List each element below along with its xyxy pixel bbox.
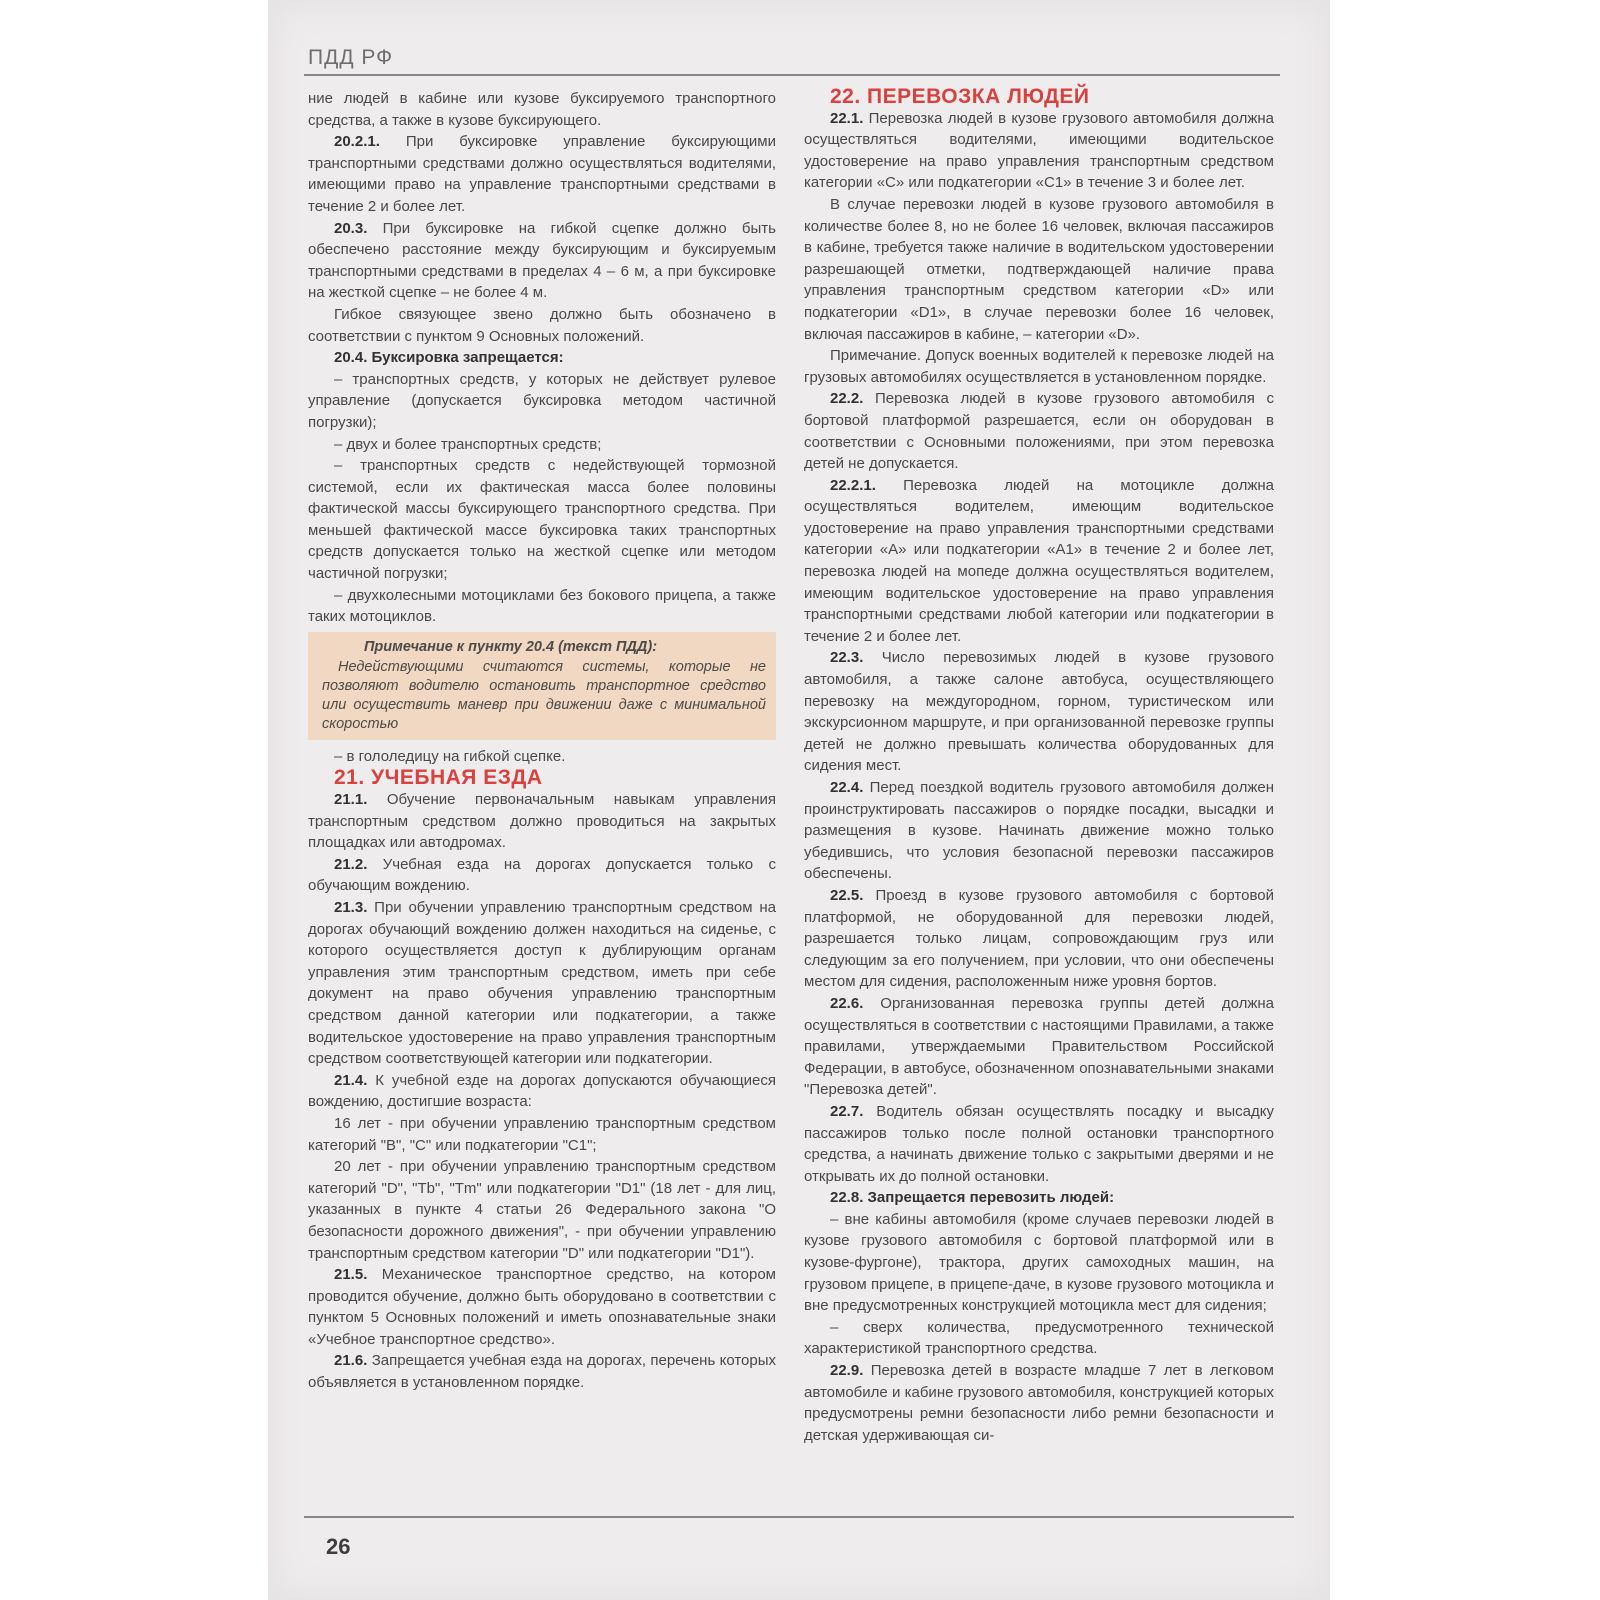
- clause-number: 22.6.: [830, 994, 864, 1012]
- clause-number: 21.1.: [334, 791, 368, 809]
- clause-number: 22.3.: [830, 649, 864, 667]
- paragraph-21-1: [308, 789, 776, 854]
- page-number: 26: [326, 1534, 351, 1559]
- list-item: – в гололедицу на гибкой сцепке.: [334, 747, 566, 765]
- list-item: – двух и более транспортных средств;: [334, 435, 602, 453]
- paragraph-22-2-1: [804, 475, 1274, 648]
- clause-text: Организованная перевозка группы детей должна осуществляться в соответствии с настоящими Правилами, а также правилами, утверждаемыми Правительством Российской Федерации, в автобусе, обозначенном опознавательными знаками "Перевозка детей".: [804, 994, 1274, 1099]
- paragraph-22-4: [804, 777, 1274, 885]
- paragraph-22-1-note: Примечание. Допуск военных водителей к перевозке людей на грузовых автомобилях осуществляется в установленном порядке.: [804, 347, 1274, 386]
- paragraph-22-8: [804, 1187, 1274, 1209]
- clause-number: 20.3.: [334, 219, 368, 237]
- list-item: – двухколесными мотоциклами без бокового прицепа, а также таких мотоциклов.: [308, 586, 776, 626]
- header-divider: [304, 74, 1280, 76]
- paragraph-22-2: [804, 388, 1274, 474]
- section-heading-21: 21. УЧЕБНАЯ ЕЗДА: [334, 766, 543, 790]
- list-item: – сверх количества, предусмотренного технической характеристикой транспортного средства.: [804, 1318, 1274, 1358]
- clause-text: При обучении управлению транспортным средством на дорогах обучающий вождению должен находиться на сиденье, с которого осуществляется доступ к дублирующим органам управления этим транспортным средством, иметь при себе документ на право обучения управлению транспортным средством данной категории или подкатегории, а также водительское удостоверение на право управления транспортным средством соответствующей категории или подкатегории.: [308, 899, 776, 1068]
- paragraph-21-3: [308, 897, 776, 1070]
- list-item: – вне кабины автомобиля (кроме случаев перевозки людей в кузове грузового автомобиля с бортовой платформой или в кузове-фургоне), трактора, других самоходных машин, на грузовом прицепе, в прицепе-даче, в кузове грузового мотоцикла и вне предусмотренных конструкцией мотоцикла мест для сидения;: [804, 1210, 1274, 1315]
- list-item: 16 лет - при обучении управлению транспортным средством категорий "B", "C" или подкатегории "C1";: [308, 1114, 776, 1154]
- paragraph-21-5: [308, 1264, 776, 1350]
- clause-number: 22.1.: [830, 109, 864, 127]
- paragraph-22-1-continued: В случае перевозки людей в кузове грузового автомобиля в количестве более 8, но не более 16 человек, включая пассажиров в кабине, требуется также наличие в водительском удостоверении разрешающей отметки, подтверждающей наличие права управления транспортным средством категории «D» или подкатегории «D1», в случае перевозки более 16 человек, включая пассажиров в кабине, – категории «D».: [804, 195, 1274, 343]
- clause-text: Перевозка детей в возрасте младше 7 лет в легковом автомобиле и кабине грузового автомобиля, конструкцией которых предусмотрены ремни безопасности либо ремни безопасности и детская удерживающая си-: [804, 1362, 1274, 1444]
- clause-number: 22.4.: [830, 779, 864, 796]
- clause-text: Проезд в кузове грузового автомобиля с бортовой платформой, не оборудованной для перевозки людей, разрешается только лицам, сопровождающим груз или следующим за его получением, при условии, что они обеспечены местом для сидения, расположенным ниже уровня бортов.: [804, 886, 1274, 991]
- footer-divider: [304, 1516, 1294, 1518]
- clause-number: 20.2.1.: [334, 133, 380, 151]
- paragraph-21-6: [308, 1350, 776, 1393]
- paragraph-22-1: [804, 108, 1274, 194]
- clause-number: 22.8. Запрещается перевозить людей:: [830, 1189, 1115, 1207]
- clause-number: 20.4. Буксировка запрещается:: [334, 349, 564, 367]
- clause-number: 21.5.: [334, 1266, 368, 1284]
- clause-text: Запрещается учебная езда на дорогах, перечень которых объявляется в установленном порядке.: [308, 1352, 776, 1392]
- left-column: [308, 88, 776, 1394]
- clause-text: Учебная езда на дорогах допускается только с обучающим вождению.: [308, 855, 776, 895]
- note-title: Примечание к пункту 20.4 (текст ПДД):: [364, 638, 658, 655]
- paragraph-21-4: [308, 1070, 776, 1113]
- list-item: – транспортных средств, у которых не действует рулевое управление (допускается буксировка методом частичной погрузки);: [308, 370, 776, 431]
- clause-number: 21.4.: [334, 1071, 368, 1089]
- clause-text: Перевозка людей в кузове грузового автомобиля должна осуществляться водителями, имеющими водительское удостоверение на право управления транспортным средством категории «C» или подкатегории «C1» в течение 3 и более лет.: [804, 109, 1274, 192]
- running-header: ПДД РФ: [308, 46, 394, 69]
- paragraph-22-6: [804, 993, 1274, 1101]
- clause-text: К учебной езде на дорогах допускаются обучающиеся вождению, достигшие возраста:: [308, 1071, 776, 1111]
- clause-number: 22.5.: [830, 886, 864, 904]
- list-item: 20 лет - при обучении управлению транспортным средством категорий "D", "Tb", "Tm" или подкатегории "D1" (18 лет - для лиц, указанных в пункте 4 статьи 26 Федерального закона "О безопасности дорожного движения", - при обучении управлению транспортным средством категории "D" или подкатегории "D1").: [308, 1158, 776, 1262]
- paragraph-20-3: [308, 218, 776, 304]
- clause-text: Перевозка людей на мотоцикле должна осуществляться водителем, имеющим водительское удостоверение на право управления транспортными средствами категории «A» или подкатегории «A1» в течение 2 и более лет, перевозка людей на мопеде должна осуществляться водителем, имеющим водительское удостоверение на право управления транспортными средствами любой категории или подкатегории в течение 2 и более лет.: [804, 476, 1274, 645]
- clause-number: 22.2.1.: [830, 476, 876, 494]
- clause-text: Водитель обязан осуществлять посадку и высадку пассажиров только после полной остановки транспортного средства, а начинать движение только с закрытыми дверями и не открывать их до полной остановки.: [804, 1102, 1274, 1185]
- clause-text: Перевозка людей в кузове грузового автомобиля с бортовой платформой разрешается, если он оборудован в соответствии с Основными положениями, при этом перевозка детей не допускается.: [804, 390, 1274, 473]
- clause-text: При буксировке на гибкой сцепке должно быть обеспечено расстояние между буксирующим и буксируемым транспортными средствами в пределах 4 – 6 м, а при буксировке на жесткой сцепке – не более 4 м.: [308, 219, 776, 302]
- paragraph-22-5: [804, 885, 1274, 993]
- clause-number: 22.7.: [830, 1102, 864, 1120]
- clause-number: 22.2.: [830, 390, 864, 408]
- paragraph-20-2-1: [308, 131, 776, 217]
- paragraph-continuation: ние людей в кабине или кузове буксируемого транспортного средства, а также в кузове буксирующего.: [308, 90, 776, 129]
- book-page: [268, 0, 1330, 1600]
- clause-text: Механическое транспортное средство, на котором проводится обучение, должно быть оборудовано в соответствии с пунктом 5 Основных положений и иметь опознавательные знаки «Учебное транспортное средство».: [308, 1266, 776, 1348]
- clause-text: Перед поездкой водитель грузового автомобиля должен проинструктировать пассажиров о порядке посадки, высадки и размещения в кузове. Начинать движение можно только убедившись, что условия безопасной перевозки пассажиров обеспечены.: [804, 779, 1274, 883]
- paragraph-22-7: [804, 1101, 1274, 1187]
- paragraph-21-2: [308, 854, 776, 897]
- right-column: [804, 86, 1274, 1446]
- clause-text: Обучение первоначальным навыкам управления транспортным средством должно проводиться на закрытых площадках или автодромах.: [308, 791, 776, 852]
- note-body: Недействующими считаются системы, которые не позволяют водителю остановить транспортное средство или осуществить маневр при движении даже с минимальной скоростью: [322, 658, 766, 732]
- clause-number: 21.6.: [334, 1352, 368, 1370]
- paragraph-22-9: [804, 1360, 1274, 1446]
- paragraph-20-3-continued: Гибкое связующее звено должно быть обозначено в соответствии с пунктом 9 Основных положений.: [308, 305, 776, 345]
- clause-text: При буксировке управление буксирующими транспортными средствами должно осуществляться водителями, имеющими право на управление транспортными средствами в течение 2 и более лет.: [308, 133, 776, 215]
- clause-number: 21.3.: [334, 899, 368, 916]
- section-heading-22: 22. ПЕРЕВОЗКА ЛЮДЕЙ: [830, 85, 1090, 108]
- clause-number: 22.9.: [830, 1362, 864, 1380]
- list-item: – транспортных средств с недействующей тормозной системой, если их фактическая масса более половины фактической массы буксирующего транспортного средства. При меньшей фактической массе буксировка таких транспортных средств допускается только на жесткой сцепке или методом частичной погрузки;: [308, 457, 776, 583]
- note-box: [308, 632, 776, 740]
- clause-number: 21.2.: [334, 855, 368, 873]
- clause-text: Число перевозимых людей в кузове грузового автомобиля, а также салоне автобуса, осуществляющего перевозку на междугородном, горном, туристическом или экскурсионном маршруте, и при организованной перевозке группы детей не должно превышать количества оборудованных для сидения мест.: [804, 649, 1274, 775]
- paragraph-22-3: [804, 647, 1274, 777]
- paragraph-20-4: [308, 347, 776, 369]
